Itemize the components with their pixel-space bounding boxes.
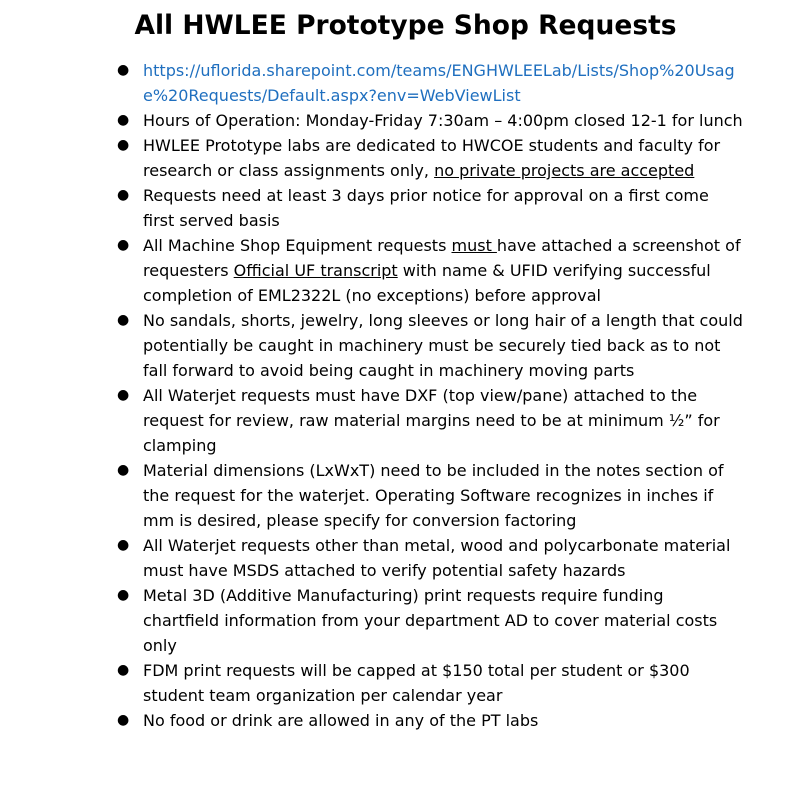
bullet-icon: ● xyxy=(117,662,130,678)
bullet-icon: ● xyxy=(117,712,130,728)
bullet-icon: ● xyxy=(117,62,130,78)
item-text: All Machine Shop Equipment requests xyxy=(143,236,452,255)
list-item xyxy=(117,133,743,183)
item-text: with name & UFID verifying successful completion of EML2322L (no exceptions) before approval xyxy=(143,261,711,305)
item-text: HWLEE Prototype labs are dedicated to HWCOE students and faculty for research or class assignments only, xyxy=(143,136,721,180)
list-item xyxy=(117,58,743,108)
item-text: No sandals, shorts, jewelry, long sleeves or long hair of a length that could potentially be caught in machinery must be securely tied back as to not fall forward to avoid being caught in machinery moving parts xyxy=(143,311,743,380)
list-item xyxy=(117,708,743,733)
bullet-icon: ● xyxy=(117,237,130,253)
page-title: All HWLEE Prototype Shop Requests xyxy=(134,10,677,41)
list-item xyxy=(117,583,743,658)
list-item xyxy=(117,533,743,583)
list-item xyxy=(117,383,743,458)
bullet-icon: ● xyxy=(117,537,130,553)
bullet-icon: ● xyxy=(117,312,130,328)
item-text: FDM print requests will be capped at $150 total per student or $300 student team organization per calendar year xyxy=(143,661,690,705)
item-text: All Waterjet requests other than metal, wood and polycarbonate material must have MSDS attached to verify potential safety hazards xyxy=(143,536,731,580)
bullet-icon: ● xyxy=(117,187,130,203)
underlined-text: Official UF transcript xyxy=(233,261,398,280)
list-item xyxy=(117,233,743,308)
bullet-icon: ● xyxy=(117,112,130,128)
list-item xyxy=(117,658,743,708)
bullet-icon: ● xyxy=(117,587,130,603)
list-item xyxy=(117,458,743,533)
bullet-icon: ● xyxy=(117,137,130,153)
list-item xyxy=(117,308,743,383)
item-text: Requests need at least 3 days prior notice for approval on a first come first served basis xyxy=(143,186,709,230)
list-item xyxy=(117,108,743,133)
underlined-text: must xyxy=(451,236,497,255)
item-text: have attached a screenshot of requesters xyxy=(143,236,741,280)
bullet-icon: ● xyxy=(117,462,130,478)
bullet-icon: ● xyxy=(117,387,130,403)
item-text: Material dimensions (LxWxT) need to be included in the notes section of the request for the waterjet. Operating Software recognizes in inches if mm is desired, please specify for conversion factoring xyxy=(143,461,724,530)
item-text: No food or drink are allowed in any of the PT labs xyxy=(143,711,539,730)
list-item xyxy=(117,183,743,233)
sharepoint-link[interactable]: https://uflorida.sharepoint.com/teams/ENGHWLEELab/Lists/Shop%20Usage%20Requests/Default.aspx?env=WebViewList xyxy=(143,61,735,105)
underlined-text: no private projects are accepted xyxy=(434,161,695,180)
item-text: All Waterjet requests must have DXF (top view/pane) attached to the request for review, raw material margins need to be at minimum ½” for clamping xyxy=(143,386,720,455)
requirements-list xyxy=(117,58,743,733)
item-text: Metal 3D (Additive Manufacturing) print requests require funding chartfield information from your department AD to cover material costs only xyxy=(143,586,718,655)
hours-text: Hours of Operation: Monday-Friday 7:30am – 4:00pm closed 12-1 for lunch xyxy=(143,111,743,130)
